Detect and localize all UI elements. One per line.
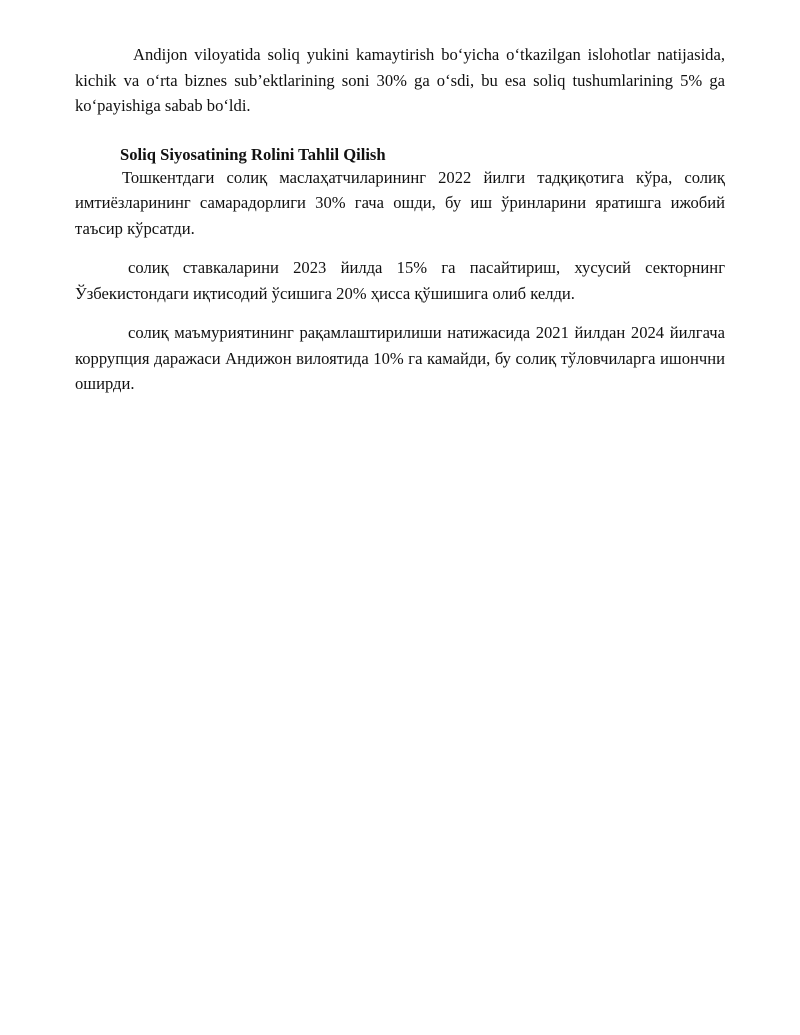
paragraph-tashkent-study: Тошкентдаги солиқ маслаҳатчиларининг 2022 йилги тадқиқотига кўра, солиқ имтиёзларининг самарадорлиги 30% гача ошди, бу иш ўринларини яратишга ижобий таъсир кўрсатди. bbox=[75, 167, 725, 238]
paragraph-digitalization: солиқ маъмуриятининг рақамлаштирилиши натижасида 2021 йилдан 2024 йилгача коррупция даражаси Андижон вилоятида 10% га камайди, бу солиқ тўловчиларга ишончни оширди. bbox=[75, 323, 725, 393]
document-body bbox=[75, 42, 725, 397]
section-heading: Soliq Siyosatining Rolini Tahlil Qilish bbox=[120, 144, 386, 164]
paragraph-tax-rates: солиқ ставкаларини 2023 йилда 15% га пасайтириш, хусусий секторнинг Ўзбекистондаги иқтисодий ўсишига 20% ҳисса қўшишига олиб келди. bbox=[75, 258, 725, 303]
paragraph-andijon-reforms: Andijon viloyatida soliq yukini kamaytirish bo‘yicha o‘tkazilgan islohotlar natijasida, kichik va o‘rta biznes sub’ektlarining soni 30% ga o‘sdi, bu esa soliq tushumlarining 5% ga ko‘payishiga sabab bo‘ldi. bbox=[75, 45, 725, 115]
